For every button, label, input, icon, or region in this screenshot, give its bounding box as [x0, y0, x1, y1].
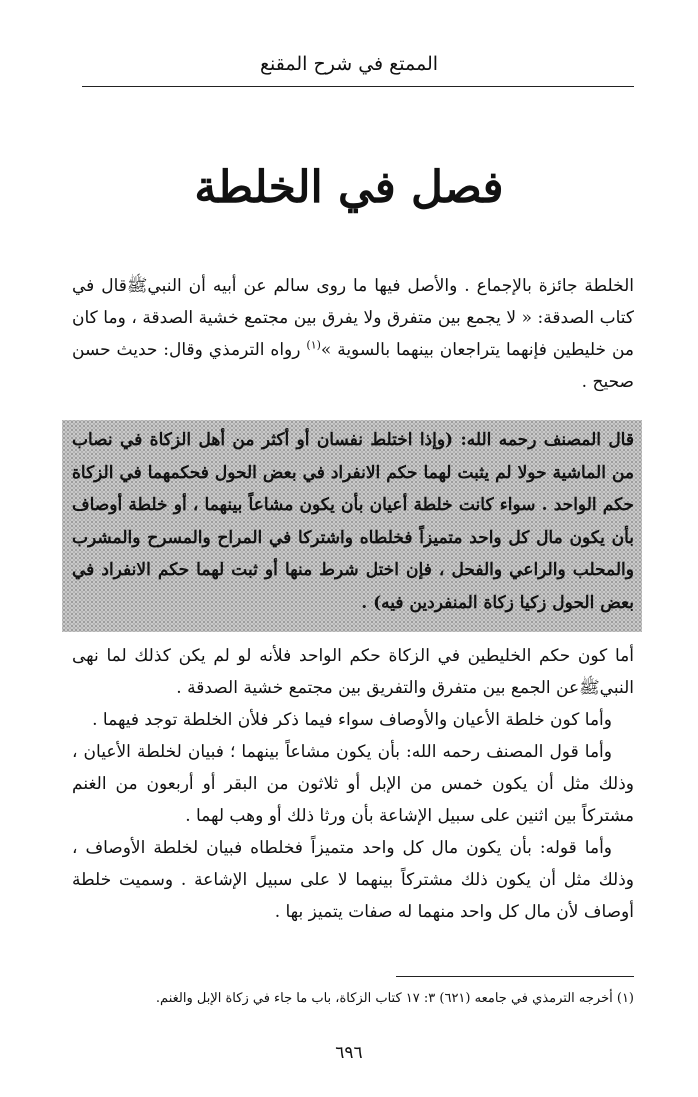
- chapter-title: فصل في الخلطة: [194, 162, 504, 213]
- page-number: ٦٩٦: [335, 1043, 363, 1063]
- commentary-paragraph: وأما كون خلطة الأعيان والأوصاف سواء فيما ذكر فلأن الخلطة توجد فيهما .: [92, 710, 612, 730]
- running-header: الممتع في شرح المقنع: [259, 53, 439, 75]
- intro-text-end: رواه الترمذي وقال: حديث حسن صحيح .: [72, 340, 634, 392]
- commentary-paragraph: وأما قوله: بأن يكون مال كل واحد متميزاً فخلطاه فبيان لخلطة الأوصاف ، وذلك مثل أن يكون ذلك مشتركاً بينهما لا على سبيل الإشاعة . وسميت خلطة أوصاف لأن مال كل واحد منهما له صفات يتميز بها .: [72, 838, 634, 922]
- commentary-paragraph: وأما قول المصنف رحمه الله: بأن يكون مشاعاً بينهما ؛ فبيان لخلطة الأعيان ، وذلك مثل أن يكون خمس من الإبل أو ثلاثون من البقر أو أربعون من الغنم مشتركاً بين اثنين على سبيل الإشاعة بأن ورثا ذلك أو وهب لهما .: [72, 742, 634, 826]
- commentary-section: [72, 640, 634, 928]
- commentary-paragraph: أما كون حكم الخليطين في الزكاة حكم الواحد فلأنه لو لم يكن كذلك لما نهى النبيﷺعن الجمع بين متفرق والتفريق بين مجتمع خشية الصدقة .: [72, 646, 634, 698]
- intro-paragraph: [72, 270, 634, 398]
- footnote-reference: (١): [306, 338, 321, 352]
- footnote-divider: [396, 976, 634, 977]
- footnote: (١) أخرجه الترمذي في جامعه (٦٢١) ٣: ١٧ كتاب الزكاة، باب ما جاء في زكاة الإبل والغنم.: [155, 991, 634, 1006]
- quoted-matn-text: قال المصنف رحمه الله: (وإذا اختلط نفسان أو أكثر من أهل الزكاة في نصاب من الماشية حولا لم يثبت لهما حكم الانفراد في بعض الحول فحكمهما في الزكاة حكم الواحد . سواء كانت خلطة أعيان بأن يكون مشاعاً بينهما ، أو خلطة أوصاف بأن يكون مال كل واحد متميزاً فخلطاه واشتركا في المراح والمسرح والمشرب والمحلب والراعي والفحل ، فإن اختل شرط منها أو ثبت لهما حكم الانفراد في بعض الحول زكيا زكاة المنفردين فيه) .: [72, 430, 634, 613]
- intro-text: الخلطة جائزة بالإجماع . والأصل فيها ما روى سالم عن أبيه أن النبيﷺقال في كتاب الصدقة: « لا يجمع بين متفرق ولا يفرق بين مجتمع خشية الصدقة ، وما كان من خليطين فإنهما يتراجعان بينهما بالسوية »: [72, 276, 634, 360]
- header-divider: [82, 86, 634, 87]
